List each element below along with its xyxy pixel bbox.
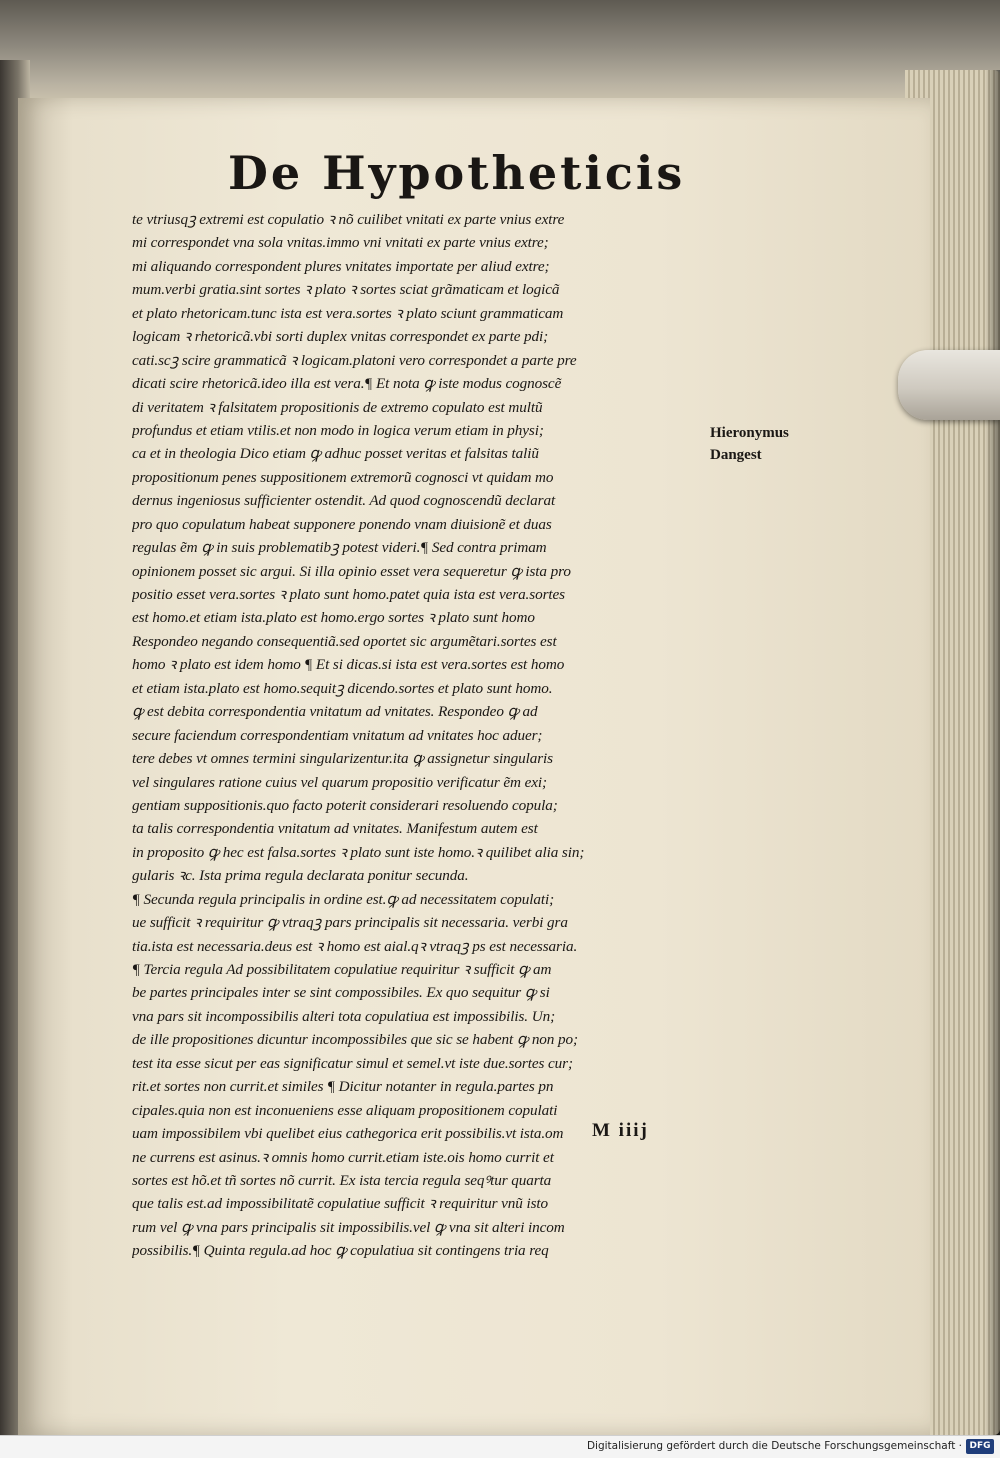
text-line: ¶ Secunda regula principalis in ordine est.ꝙ ad necessitatem copulati; <box>132 890 555 908</box>
text-line: dernus ingeniosus sufficienter ostendit. Ad quod cognoscendũ declarat <box>132 492 556 510</box>
text-line: gularis ꝛc. Ista prima regula declarata ponitur secunda. <box>132 867 469 885</box>
margin-note-line-2: Dangest <box>710 447 762 463</box>
text-line: ue sufficit ꝛ requiritur ꝙ vtraqꝫ pars principalis sit necessaria. verbi gra <box>132 914 568 932</box>
text-line: cipales.quia non est inconueniens esse aliquam propositionem copulati <box>132 1101 558 1119</box>
text-line: te vtriusqꝫ extremi est copulatio ꝛ nõ cuilibet vnitati ex parte vnius extre <box>132 211 565 228</box>
text-line: rit.et sortes non currit.et similes ¶ Dicitur notanter in regula.partes pn <box>132 1078 554 1096</box>
text-line: mi correspondet vna sola vnitas.immo vni vnitati ex parte vnius extre; <box>132 234 549 252</box>
body-text <box>132 208 706 1263</box>
text-line: ne currens est asinus.ꝛ omnis homo currit.etiam iste.ois homo currit et <box>132 1148 554 1166</box>
text-line: secure faciendum correspondentiam vnitatum ad vnitates hoc aduer; <box>132 726 543 744</box>
text-line: rum vel ꝙ vna pars principalis sit impossibilis.vel ꝙ vna sit alteri incom <box>132 1218 565 1236</box>
page-heading: De Hypotheticis <box>228 146 686 200</box>
text-line: di veritatem ꝛ falsitatem propositionis de extremo copulato est multũ <box>132 398 543 416</box>
text-line: que talis est.ad impossibilitatẽ copulatiue sufficit ꝛ requiritur vnũ isto <box>132 1195 549 1213</box>
text-line: test ita esse sicut per eas significatur simul et semel.vt iste due.sortes cur; <box>132 1054 573 1072</box>
text-line: ¶ Tercia regula Ad possibilitatem copulatiue requiritur ꝛ sufficit ꝙ am <box>132 961 552 978</box>
text-line: et plato rhetoricam.tunc ista est vera.sortes ꝛ plato sciunt grammaticam <box>132 304 564 322</box>
text-line: possibilis.¶ Quinta regula.ad hoc ꝙ copulatiua sit contingens tria req <box>132 1242 549 1260</box>
text-line: mi aliquando correspondent plures vnitates importate per aliud extre; <box>132 257 550 275</box>
text-line: profundus et etiam vtilis.et non modo in logica verum etiam in physi; <box>132 421 544 439</box>
text-line: uam impossibilem vbi quelibet eius cathegorica erit possibilis.vt ista.om <box>132 1125 564 1143</box>
text-line: be partes principales inter se sint compossibiles. Ex quo sequitur ꝙ si <box>132 984 550 1002</box>
page-edge-shadow <box>985 70 1000 1435</box>
text-line: logicam ꝛ rhetoricã.vbi sorti duplex vnitas correspondet ex parte pdi; <box>132 328 549 346</box>
text-line: ca et in theologia Dico etiam ꝙ adhuc posset veritas et falsitas taliũ <box>132 445 539 463</box>
footer-bar <box>0 1435 1000 1458</box>
text-line: positio esset vera.sortes ꝛ plato sunt homo.patet quia ista est vera.sortes <box>132 586 565 603</box>
margin-note-line-1: Hieronymus <box>710 425 789 441</box>
text-line: in proposito ꝙ hec est falsa.sortes ꝛ plato sunt iste homo.ꝛ quilibet alia sin; <box>132 843 585 861</box>
footer-credit: Digitalisierung gefördert durch die Deutsche Forschungsgemeinschaft · <box>586 1440 962 1452</box>
text-line: tere debes vt omnes termini singularizentur.ita ꝙ assignetur singularis <box>132 750 553 768</box>
text-line: tia.ista est necessaria.deus est ꝛ homo est aial.qꝛ vtraqꝫ ps est necessaria. <box>132 937 578 955</box>
text-line: est homo.et etiam ista.plato est homo.ergo sortes ꝛ plato sunt homo <box>132 609 535 627</box>
text-line: dicati scire rhetoricã.ideo illa est vera.¶ Et nota ꝙ iste modus cognoscẽ <box>132 375 562 393</box>
text-line: de ille propositiones dicuntur incompossibiles que sic se habent ꝙ non po; <box>132 1031 578 1049</box>
text-line: propositionum penes suppositionem extremorũ cognosci vt quidam mo <box>132 468 554 486</box>
text-line: sortes est hõ.et tñ sortes nõ currit. Ex ista tercia regula seqꝰtur quarta <box>132 1171 552 1189</box>
text-line: regulas ẽm ꝙ in suis problematibꝫ potest videri.¶ Sed contra primam <box>132 539 547 557</box>
text-line: vna pars sit incompossibilis alteri tota copulatiua est impossibilis. Un; <box>132 1007 556 1025</box>
dfg-logo: DFG <box>966 1439 994 1454</box>
text-line: ta talis correspondentia vnitatum ad vnitates. Manifestum autem est <box>132 820 538 838</box>
text-line: vel singulares ratione cuius vel quarum propositio verificatur ẽm exi; <box>132 773 547 791</box>
text-line: mum.verbi gratia.sint sortes ꝛ plato ꝛ sortes sciat grãmaticam et logicã <box>132 281 560 299</box>
text-line: cati.scꝫ scire grammaticã ꝛ logicam.platoni vero correspondet a parte pre <box>132 351 577 369</box>
text-line: homo ꝛ plato est idem homo ¶ Et si dicas.si ista est vera.sortes est homo <box>132 656 565 674</box>
page-clip <box>898 350 1000 420</box>
book-cover-top <box>0 0 1000 105</box>
margin-note <box>710 422 830 466</box>
text-line: gentiam suppositionis.quo facto poterit considerari resoluendo copula; <box>132 796 558 814</box>
text-line: ꝙ est debita correspondentia vnitatum ad vnitates. Respondeo ꝙ ad <box>132 703 538 721</box>
signature-mark: M iiij <box>592 1120 649 1141</box>
text-line: Respondeo negando consequentiã.sed oportet sic argumẽtari.sortes est <box>132 632 557 650</box>
text-line: pro quo copulatum habeat supponere ponendo vnam diuisionẽ et duas <box>132 515 552 533</box>
text-line: opinionem posset sic argui. Si illa opinio esset vera sequeretur ꝙ ista pro <box>132 562 571 580</box>
text-line: et etiam ista.plato est homo.sequitꝫ dicendo.sortes et plato sunt homo. <box>132 679 553 697</box>
